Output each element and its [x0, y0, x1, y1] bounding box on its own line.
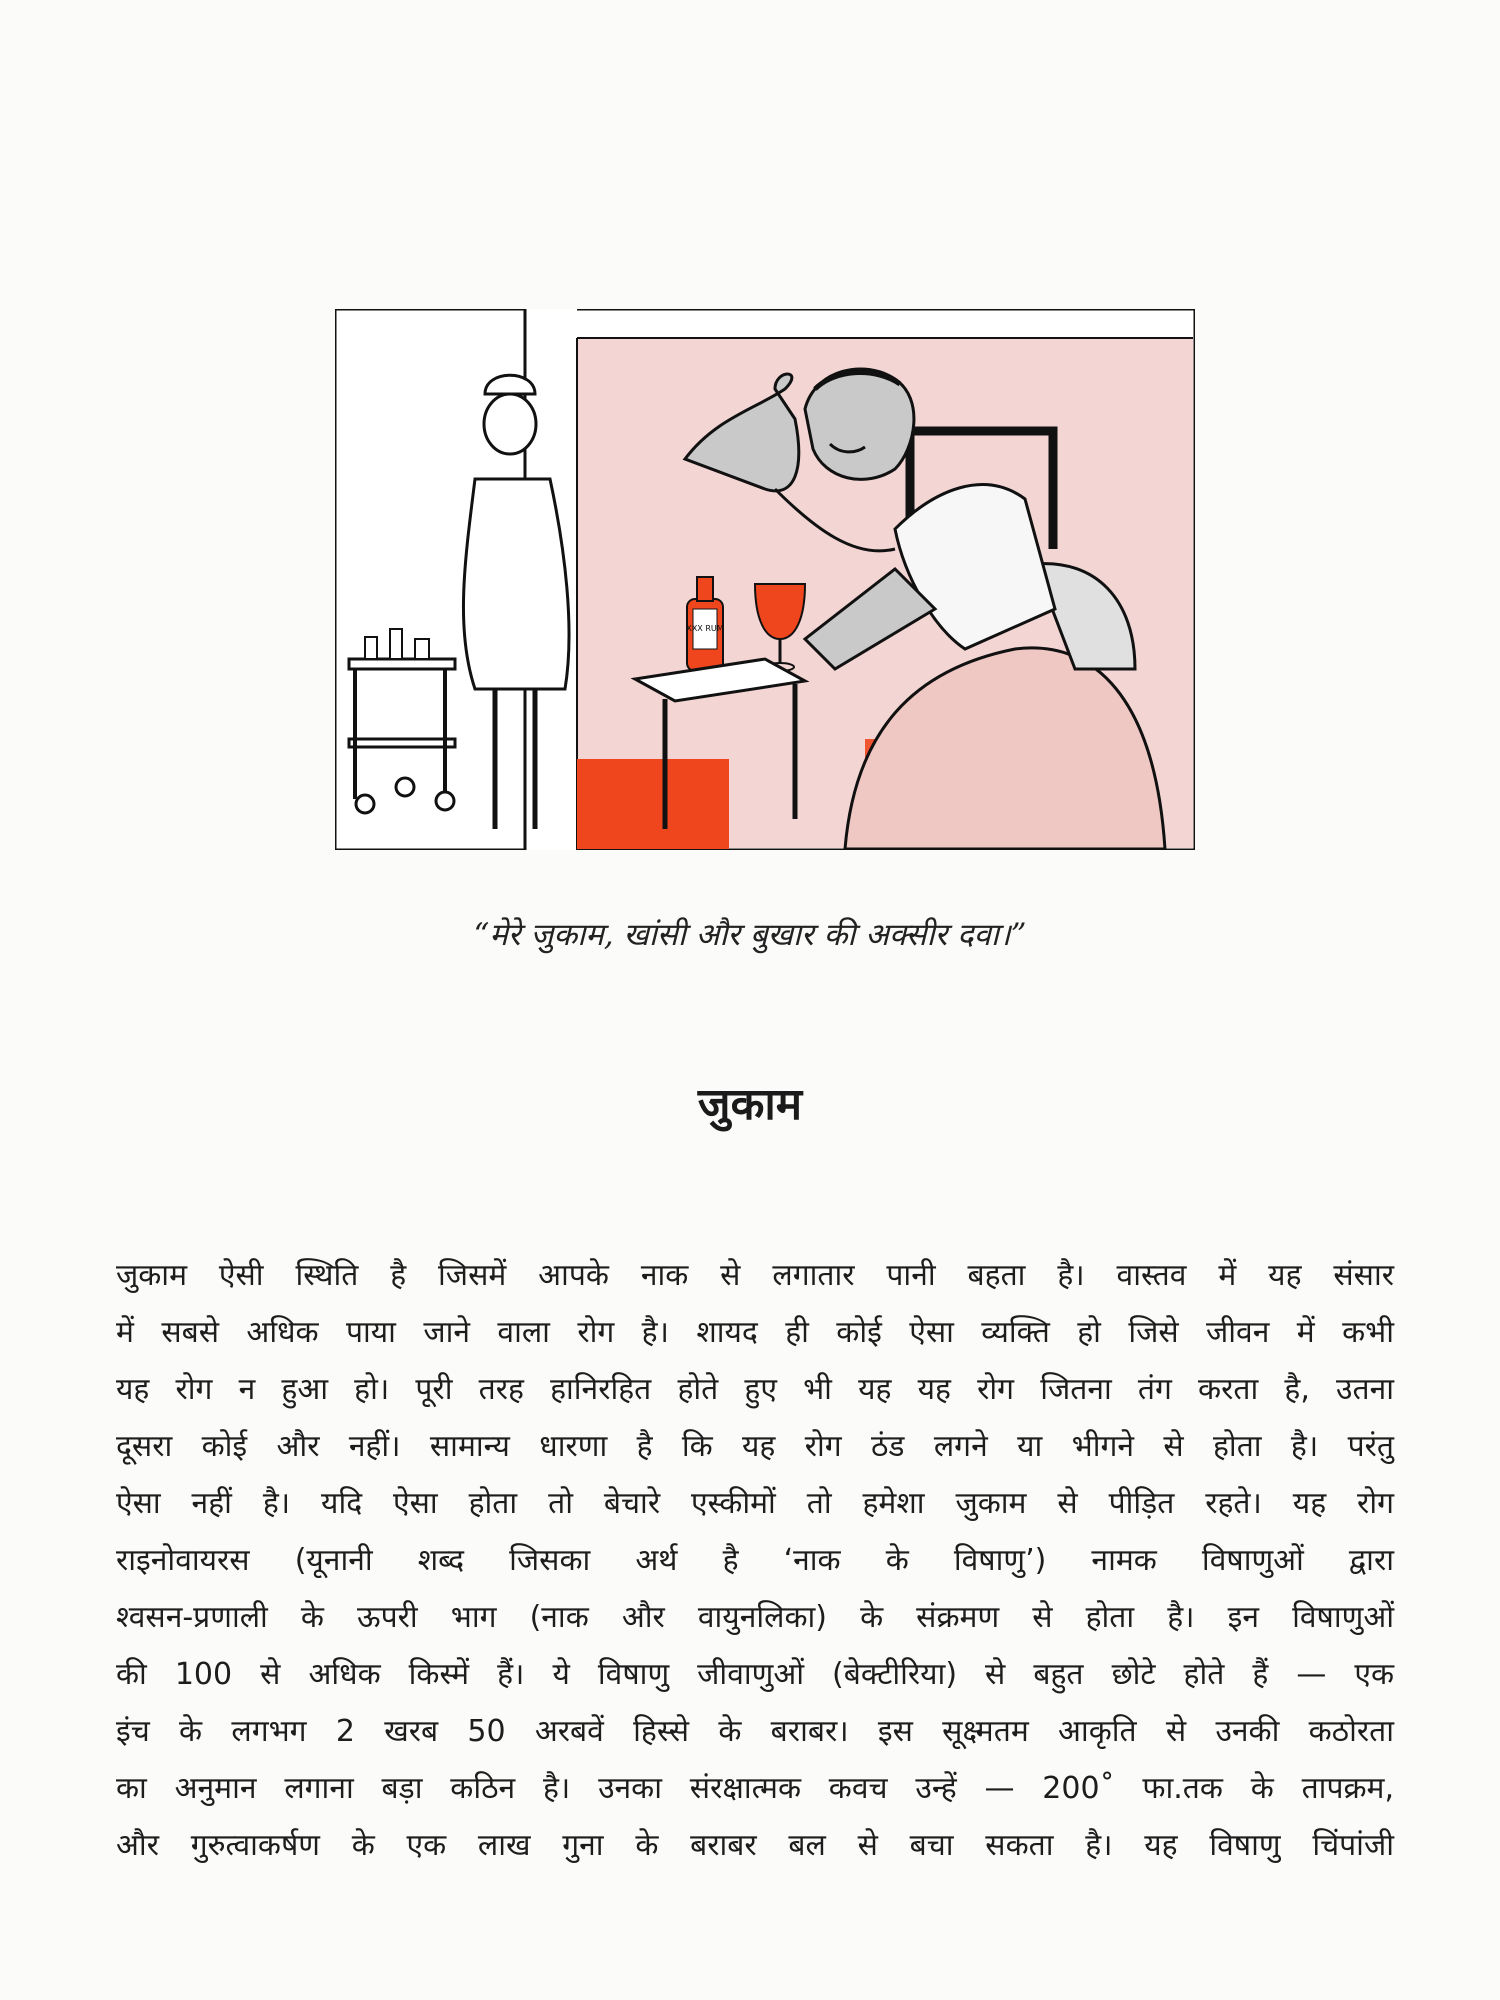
body-line: ऐसा नहीं है। यदि ऐसा होता तो बेचारे एस्कीमों तो हमेशा जुकाम से पीड़ित रहते। यह रोग: [116, 1486, 1394, 1521]
body-line: जुकाम ऐसी स्थिति है जिसमें आपके नाक से लगातार पानी बहता है। वास्तव में यह संसार: [116, 1258, 1394, 1293]
body-line: श्वसन-प्रणाली के ऊपरी भाग (नाक और वायुनलिका) के संक्रमण से होता है। इन विषाणुओं: [116, 1600, 1394, 1635]
body-line: का अनुमान लगाना बड़ा कठिन है। उनका संरक्षात्मक कवच उन्हें — 200˚ फा.तक के तापक्रम,: [116, 1771, 1394, 1806]
bottle-label: XXX RUM: [686, 624, 724, 633]
body-line: की 100 से अधिक किस्में हैं। ये विषाणु जीवाणुओं (बेक्टीरिया) से बहुत छोटे होते हैं — एक: [116, 1657, 1394, 1692]
section-heading: जुकाम: [697, 1079, 803, 1130]
body-line: और गुरुत्वाकर्षण के एक लाख गुना के बराबर बल से बचा सकता है। यह विषाणु चिंपांजी: [116, 1828, 1394, 1863]
cartoon-illustration: [335, 309, 1195, 850]
body-line: दूसरा कोई और नहीं। सामान्य धारणा है कि यह रोग ठंड लगने या भीगने से होता है। परंतु: [116, 1429, 1394, 1464]
body-line: राइनोवायरस (यूनानी शब्द जिसका अर्थ है ‘नाक के विषाणु’) नामक विषाणुओं द्वारा: [116, 1543, 1394, 1578]
illustration-caption: “मेरे जुकाम, खांसी और बुखार की अक्सीर दवा।”: [473, 917, 1027, 953]
body-line: इंच के लगभग 2 खरब 50 अरबवें हिस्से के बराबर। इस सूक्ष्मतम आकृति से उनकी कठोरता: [116, 1714, 1394, 1749]
body-line: यह रोग न हुआ हो। पूरी तरह हानिरहित होते हुए भी यह यह रोग जितना तंग करता है, उतना: [116, 1372, 1394, 1407]
body-line: में सबसे अधिक पाया जाने वाला रोग है। शायद ही कोई ऐसा व्यक्ति हो जिसे जीवन में कभी: [116, 1315, 1394, 1350]
red-floor-block: [577, 759, 729, 849]
body-paragraph: [116, 1247, 1394, 1874]
